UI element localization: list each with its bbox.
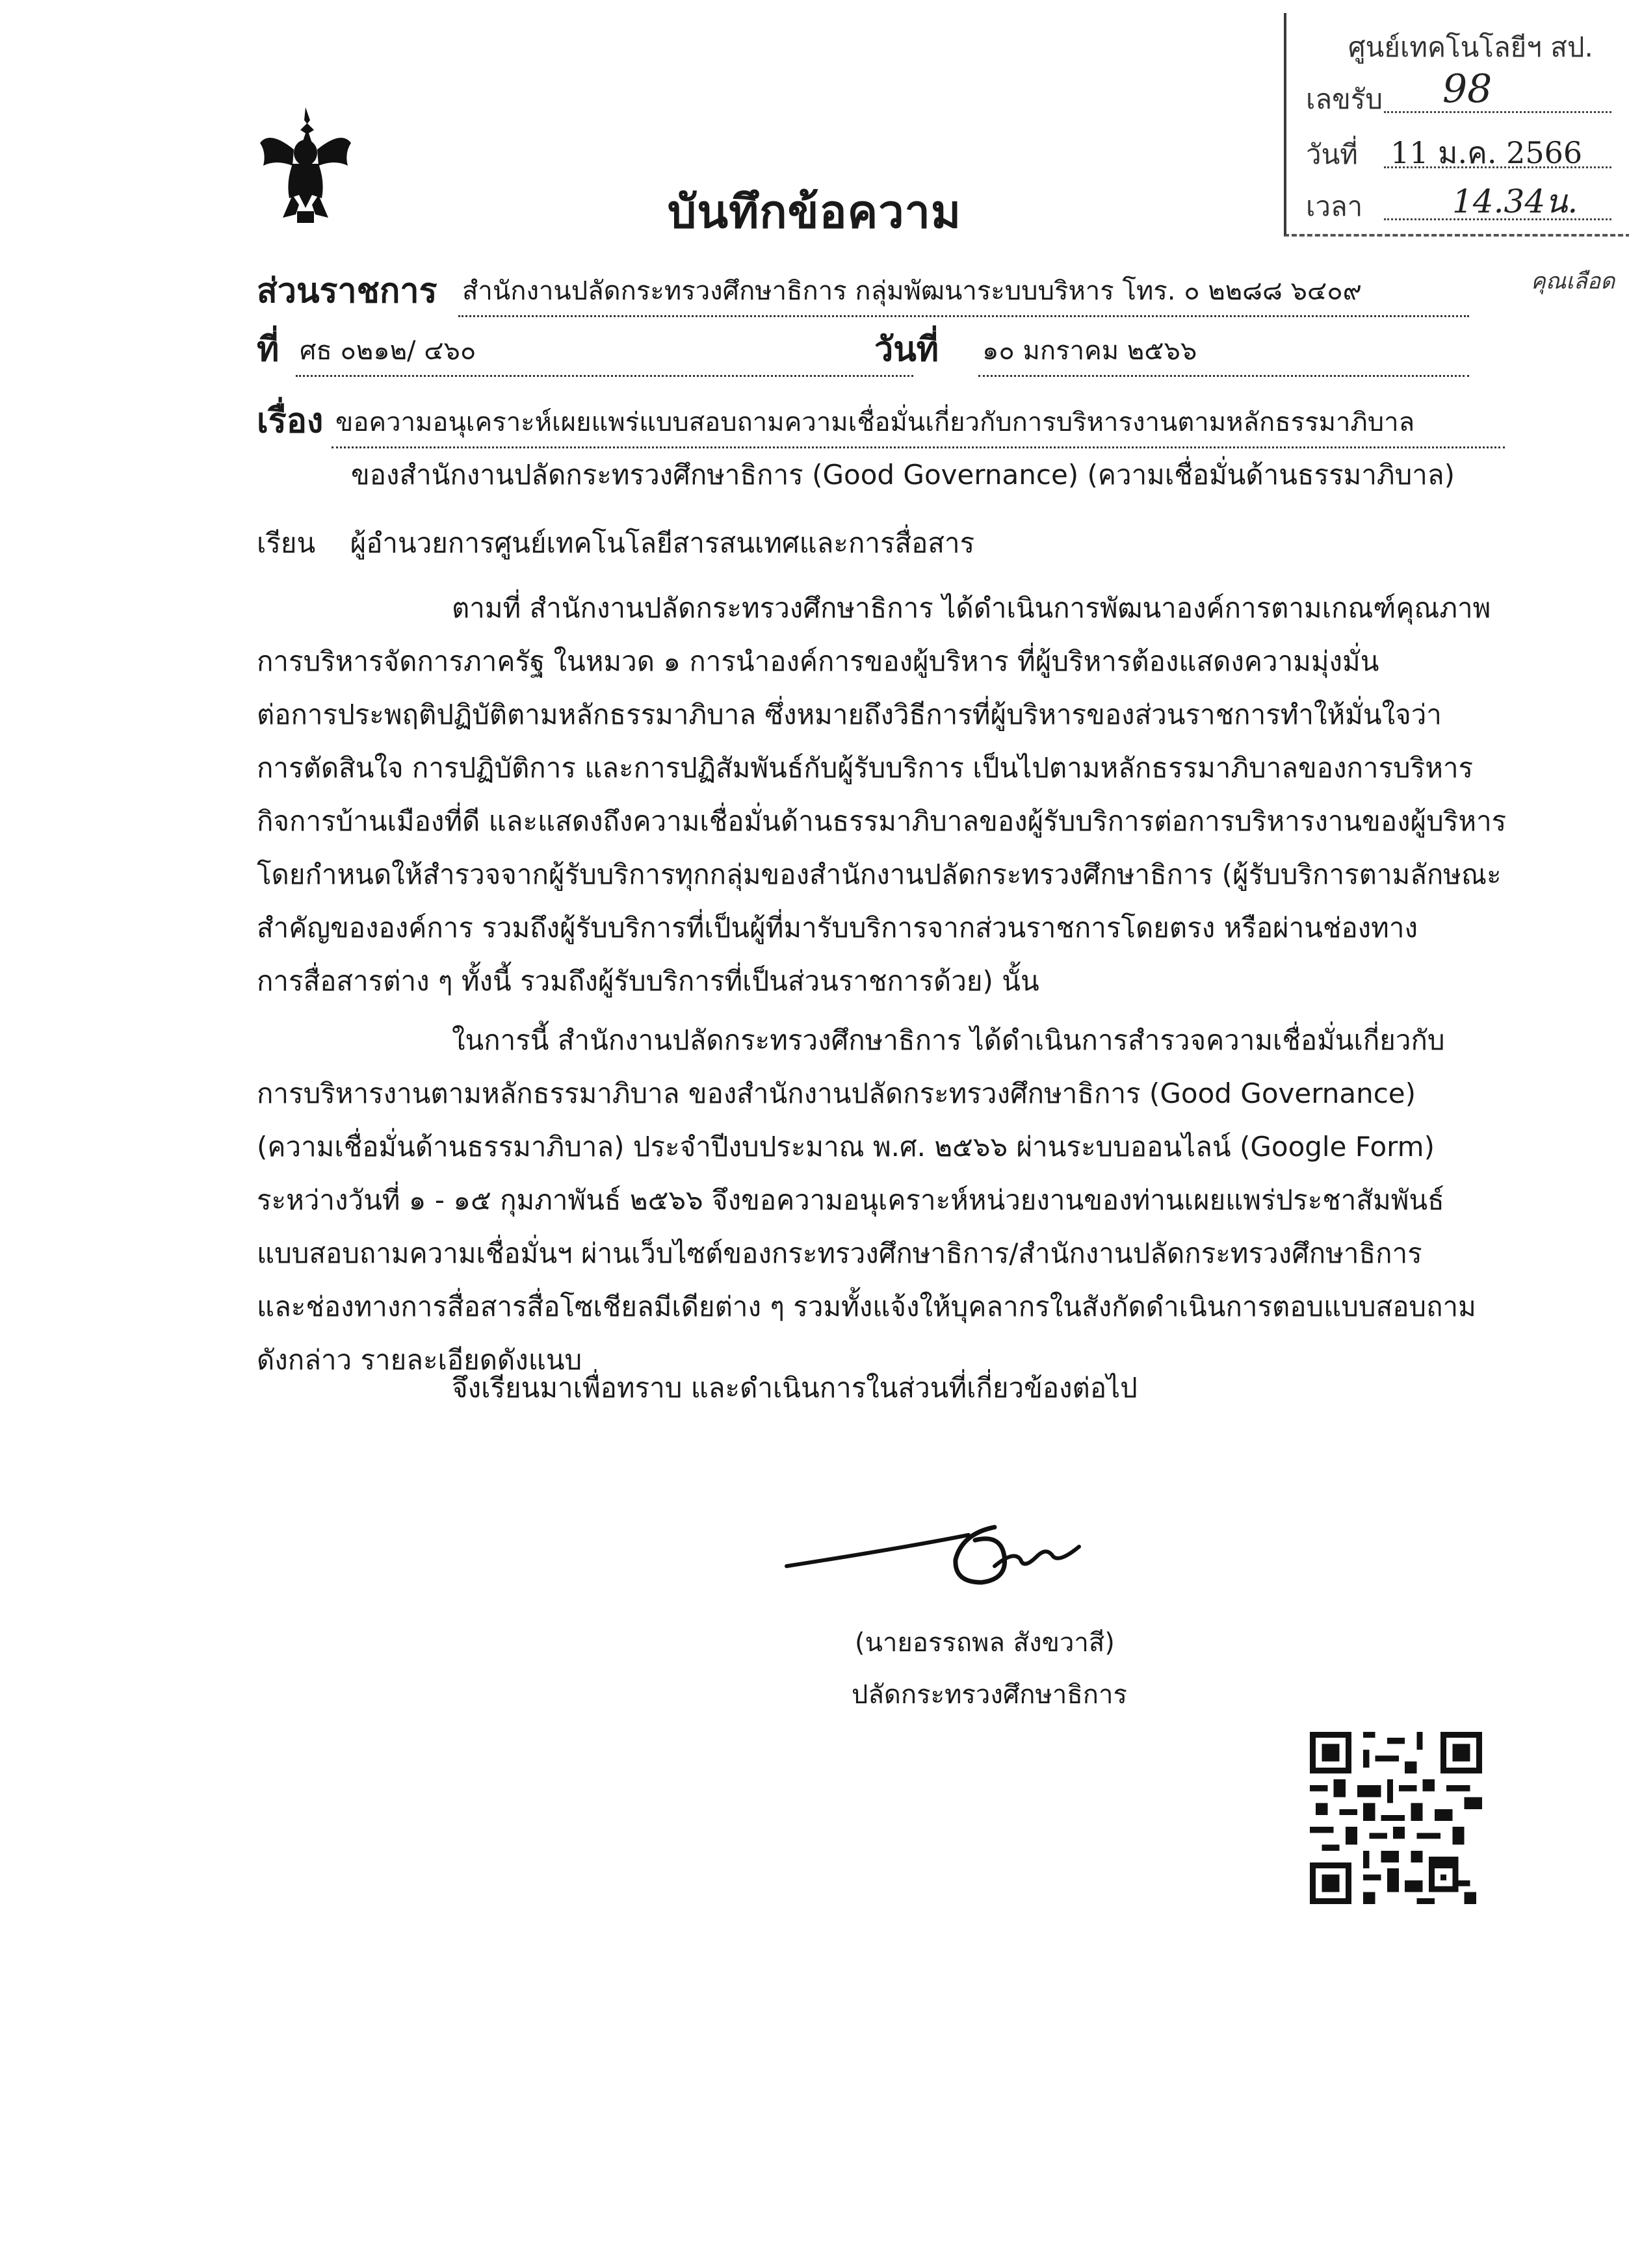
agency-value: สำนักงานปลัดกระทรวงศึกษาธิการ กลุ่มพัฒนาระบบบริหาร โทร. ๐ ๒๒๘๘ ๖๔๐๙ <box>458 270 1469 317</box>
paragraph-line: ระหว่างวันที่ ๑ - ๑๕ กุมภาพันธ์ ๒๕๖๖ จึงขอความอนุเคราะห์หน่วยงานของท่านเผยแพร่ประชาสัมพันธ์ <box>257 1184 1444 1216</box>
handwritten-side-note: คุณเลือด <box>1531 268 1615 294</box>
ref-value: ศธ ๐๒๑๒/ ๔๖๐ <box>296 329 913 377</box>
paragraph-line: การบริหารงานตามหลักธรรมาภิบาล ของสำนักงานปลัดกระทรวงศึกษาธิการ (Good Governance) <box>257 1077 1416 1109</box>
subject-line-1: ขอความอนุเคราะห์เผยแพร่แบบสอบถามความเชื่อมั่นเกี่ยวกับการบริหารงานตามหลักธรรมาภิบาล <box>332 401 1505 448</box>
ref-label: ที่ <box>257 330 280 369</box>
subject-row <box>257 393 1505 447</box>
agency-row <box>257 263 1469 317</box>
paragraph-line: ดังกล่าว รายละเอียดดังแนบ <box>257 1344 582 1376</box>
agency-label: ส่วนราชการ <box>257 272 437 311</box>
paragraph-line: แบบสอบถามความเชื่อมั่นฯ ผ่านเว็บไซต์ของกระทรวงศึกษาธิการ/สำนักงานปลัดกระทรวงศึกษาธิการ <box>257 1237 1422 1269</box>
paragraph-line: ต่อการประพฤติปฏิบัติตามหลักธรรมาภิบาล ซึ่งหมายถึงวิธีการที่ผู้บริหารของส่วนราชการทำให้มั่นใจว่า <box>257 699 1442 730</box>
salutation-label: เรียน <box>257 527 316 559</box>
paragraph-2 <box>257 1014 1505 1387</box>
paragraph-line: กิจการบ้านเมืองที่ดี และแสดงถึงความเชื่อมั่นด้านธรรมาภิบาลของผู้รับบริการต่อการบริหารงานของผู้บริหาร <box>257 805 1507 837</box>
subject-line-2: ของสำนักงานปลัดกระทรวงศึกษาธิการ (Good Governance) (ความเชื่อมั่นด้านธรรมาภิบาล) <box>351 459 1455 491</box>
qr-code-icon <box>1310 1732 1482 1904</box>
stamp-time-label: เวลา <box>1306 190 1363 222</box>
subject-label: เรื่อง <box>257 402 324 441</box>
stamp-date-label: วันที่ <box>1306 138 1358 170</box>
paragraph-line: ตามที่ สำนักงานปลัดกระทรวงศึกษาธิการ ได้ดำเนินการพัฒนาองค์การตามเกณฑ์คุณภาพ <box>452 592 1491 624</box>
signer-position: ปลัดกระทรวงศึกษาธิการ <box>852 1680 1127 1710</box>
ref-row <box>257 322 913 376</box>
date-label: วันที่ <box>874 330 939 369</box>
paragraph-1 <box>257 582 1505 1008</box>
salutation <box>257 517 974 570</box>
paragraph-line: สำคัญขององค์การ รวมถึงผู้รับบริการที่เป็นผู้ที่มารับบริการจากส่วนราชการโดยตรง หรือผ่านช่องทาง <box>257 912 1418 944</box>
memo-title: บันทึกข้อความ <box>667 185 962 238</box>
paragraph-line: ในการนี้ สำนักงานปลัดกระทรวงศึกษาธิการ ได้ดำเนินการสำรวจความเชื่อมั่นเกี่ยวกับ <box>452 1024 1445 1056</box>
stamp-receive-no: 98 <box>1442 66 1492 112</box>
stamp-time-value: 14.34น. <box>1452 183 1578 220</box>
paragraph-line: การบริหารจัดการภาครัฐ ในหมวด ๑ การนำองค์การของผู้บริหาร ที่ผู้บริหารต้องแสดงความมุ่งมั่น <box>257 645 1379 677</box>
salutation-recipient: ผู้อำนวยการศูนย์เทคโนโลยีสารสนเทศและการสื่อสาร <box>350 527 975 559</box>
paragraph-line: โดยกำหนดให้สำรวจจากผู้รับบริการทุกกลุ่มของสำนักงานปลัดกระทรวงศึกษาธิการ (ผู้รับบริการตามลักษณะ <box>257 858 1502 890</box>
paragraph-line: และช่องทางการสื่อสารสื่อโซเชียลมีเดียต่าง ๆ รวมทั้งแจ้งให้บุคลากรในสังกัดดำเนินการตอบแบบสอบถาม <box>257 1291 1476 1322</box>
stamp-receive-label: เลขรับ <box>1306 83 1383 115</box>
signer-name: (นายอรรถพล สังขวาสี) <box>855 1628 1115 1658</box>
stamp-date-value: 11 ม.ค. 2566 <box>1390 135 1583 170</box>
closing-line: จึงเรียนมาเพื่อทราบ และดำเนินการในส่วนที่เกี่ยวข้องต่อไป <box>452 1372 1138 1404</box>
paragraph-line: การตัดสินใจ การปฏิบัติการ และการปฏิสัมพันธ์กับผู้รับบริการ เป็นไปตามหลักธรรมาภิบาลของการบริหาร <box>257 752 1474 784</box>
signature-icon <box>780 1495 1092 1599</box>
paragraph-line: (ความเชื่อมั่นด้านธรรมาภิบาล) ประจำปีงบประมาณ พ.ศ. ๒๕๖๖ ผ่านระบบออนไลน์ (Google Form) <box>257 1131 1435 1163</box>
date-row <box>874 322 1469 376</box>
stamp-org: ศูนย์เทคโนโลยีฯ สป. <box>1348 31 1593 63</box>
date-value: ๑๐ มกราคม ๒๕๖๖ <box>978 329 1469 377</box>
paragraph-line: การสื่อสารต่าง ๆ ทั้งนี้ รวมถึงผู้รับบริการที่เป็นส่วนราชการด้วย) นั้น <box>257 965 1039 997</box>
